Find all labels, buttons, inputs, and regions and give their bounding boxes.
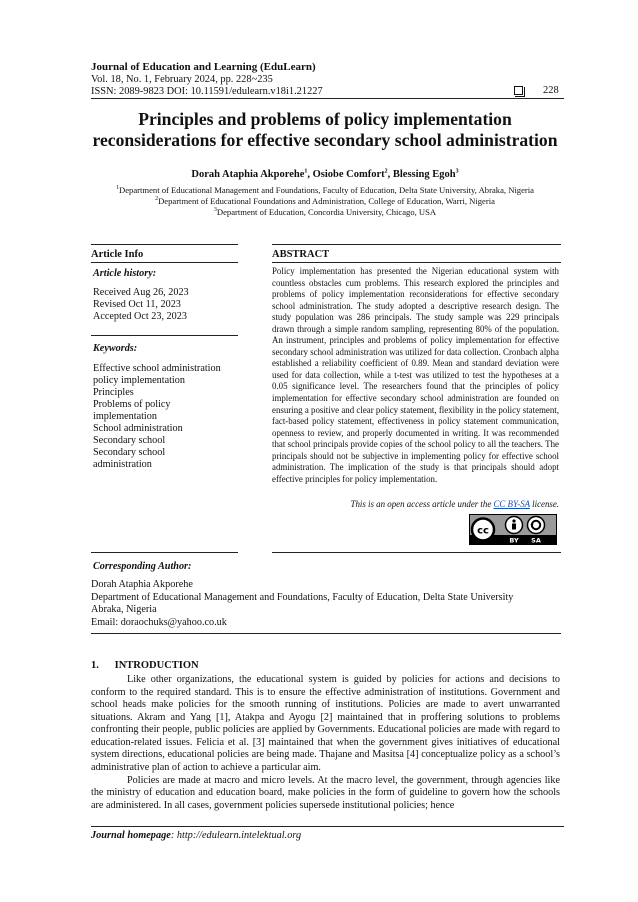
corresponding-place: Abraka, Nigeria (91, 604, 157, 615)
corresponding-dept: Department of Educational Management and Foundations, Faculty of Education, Delta State University (91, 591, 514, 603)
paragraph: Policies are made at macro and micro levels. At the macro level, the government, through agencies like the ministry of education and education board, make policies in the form of guideline to govern how the schools are administered. In all cases, government policies supersede institutional policies; hence (91, 774, 560, 811)
footer-rule (91, 826, 564, 827)
by-person-icon (506, 517, 523, 534)
keyword-item: administration (93, 459, 152, 470)
abstract-rule (272, 262, 561, 263)
author-name: Dorah Ataphia Akporehe (191, 169, 305, 180)
keyword-item: implementation (93, 411, 157, 422)
badge-sa-label: SA (531, 536, 541, 544)
author-sup: 3 (455, 168, 459, 175)
affiliation-text: Department of Education, Concordia University, Chicago, USA (216, 207, 437, 217)
author-list (60, 169, 590, 180)
keyword-item: Principles (93, 387, 134, 398)
open-access-note (272, 499, 559, 509)
author-name: Blessing Egoh (392, 169, 456, 180)
history-item: Received Aug 26, 2023 (93, 287, 189, 298)
author-sep: , (307, 169, 313, 180)
oa-suffix: license. (529, 499, 559, 509)
keyword-item: Effective school administration (93, 363, 221, 374)
affiliation-text: Department of Educational Management and Foundations, Faculty of Education, Delta State University, Abraka, Nigeria (119, 185, 534, 195)
corresponding-name: Dorah Ataphia Akporehe (91, 579, 193, 590)
journal-name: Journal of Education and Learning (EduLearn) (91, 61, 316, 73)
history-list (93, 287, 189, 323)
title-line-2: reconsiderations for effective secondary school administration (92, 130, 558, 150)
journal-homepage (91, 830, 301, 841)
keyword-item: Secondary school (93, 435, 166, 446)
affiliation (60, 185, 590, 195)
keyword-item: policy implementation (93, 375, 185, 386)
history-heading: Article history: (93, 268, 157, 279)
share-alike-icon (528, 517, 545, 534)
abstract-bottom-rule (272, 552, 561, 553)
author-sup: 2 (384, 168, 388, 175)
abstract-text: Policy implementation has presented the Nigerian educational system with countless obstacles cum problems. This research explored the principles and problems of policy implementation reconsiderations for effective secondary school administration. The study adopted a descriptive research design. The study population was 286 principals. The study sample was 229 principals drawn through a simple random sampling, representing 80% of the population. An instrument, principles and problems of policy implementation for effective secondary school administration was utilized for data collection. Cronbach alpha established a reliability coefficient of 0.89. Mean and standard deviation were used for data collection, while a t-test was utilized to test the hypotheses at a 0.05 significance level. The researchers found that the principles of policy implementation for effective secondary school administration are founded on ensuring a positive and clear policy statement, flexibility in the policy statement, fact-based policy statement, effectiveness in policy statement communication, openness to review, and properly documented in writing. It was recommended that school principals provide copies of the school policy to all the teachers. The principals should not be subjective in implementing policy for effective school administration. The implication of the study is that principals should adopt effective principles for policy implementation. (272, 266, 559, 484)
paper-title (60, 109, 590, 151)
corresponding-details (91, 579, 561, 629)
history-item: Accepted Oct 23, 2023 (93, 311, 187, 322)
info-rule (91, 262, 238, 263)
keyword-item: Secondary school (93, 447, 166, 458)
homepage-label: Journal homepage (91, 830, 171, 841)
author-sup: 1 (304, 168, 308, 175)
page-number: 228 (543, 85, 559, 96)
affiliation-sup: 3 (213, 207, 217, 214)
introduction-body (91, 674, 560, 812)
page-icon (514, 86, 523, 95)
history-item: Revised Oct 11, 2023 (93, 299, 181, 310)
keyword-item: Problems of policy (93, 399, 171, 410)
affiliation-text: Department of Educational Foundations and Administration, College of Education, Warri, Nigeria (158, 196, 495, 206)
affiliation (60, 196, 590, 206)
article-info-heading: Article Info (91, 249, 144, 260)
abstract-top-rule (272, 244, 561, 245)
corresponding-email[interactable]: Email: doraochuks@yahoo.co.uk (91, 616, 227, 628)
title-line-1: Principles and problems of policy implementation (138, 109, 512, 129)
oa-prefix: This is an open access article under the (350, 499, 494, 509)
paragraph: Like other organizations, the educational system is guided by policies for actions and decisions to conform to the required standard. This is to ensure the effective administration of institutions. Government and school heads make policies for the smooth running of institutions. Policies are made to avert unwarranted situations. Akram and Yang [1], Atakpa and Ayogu [2] maintained that in proffering solutions to problems confronting their people, public policies are applied by Governments. Educational policies are made with regard to education-related issues. Felicia et al. [3] maintained that when the government gives initiatives of educational system directions, educational policies are being made. Thajane and Masitsa [4] conceptualize policy as a school’s administrative plan of action to achieve a particular aim. (91, 674, 560, 773)
corresponding-top-rule (91, 552, 238, 553)
author-sep: , (387, 169, 393, 180)
corresponding-bottom-rule (91, 633, 561, 634)
keywords-list (93, 363, 221, 471)
keywords-heading: Keywords: (93, 343, 138, 354)
svg-text:cc: cc (477, 525, 489, 537)
introduction-heading: 1. INTRODUCTION (91, 660, 199, 671)
license-link[interactable]: CC BY-SA (493, 499, 530, 509)
header-rule (91, 98, 564, 99)
abstract-heading: ABSTRACT (272, 249, 330, 260)
cc-icon (472, 519, 494, 541)
author-name: Osiobe Comfort (312, 169, 385, 180)
keywords-rule (91, 335, 238, 336)
badge-by-label: BY (509, 536, 519, 544)
cc-by-sa-badge-icon[interactable] (469, 514, 557, 545)
journal-issn-doi: ISSN: 2089-9823 DOI: 10.11591/edulearn.v18i1.21227 (91, 86, 323, 97)
affiliation-sup: 1 (116, 185, 120, 192)
journal-volume: Vol. 18, No. 1, February 2024, pp. 228~235 (91, 74, 273, 85)
corresponding-heading: Corresponding Author: (93, 561, 192, 572)
info-top-rule (91, 244, 238, 245)
keyword-item: School administration (93, 423, 183, 434)
affiliation (60, 207, 590, 217)
affiliation-sup: 2 (155, 196, 159, 203)
homepage-url[interactable]: : http://edulearn.intelektual.org (170, 830, 302, 841)
